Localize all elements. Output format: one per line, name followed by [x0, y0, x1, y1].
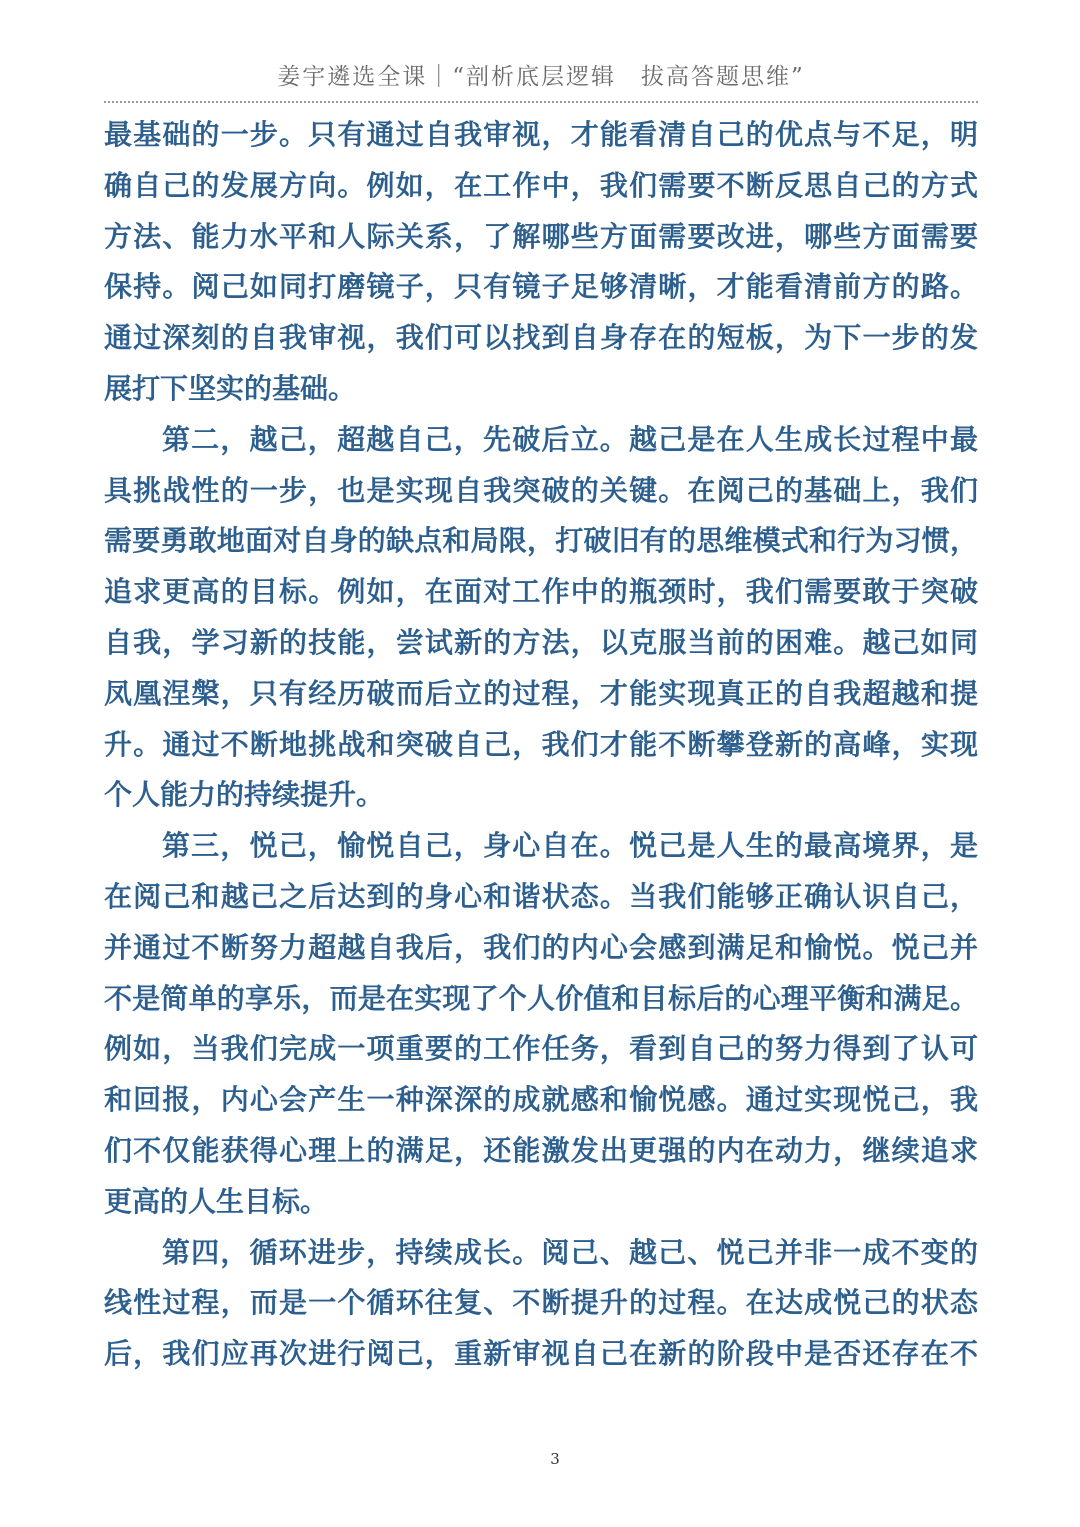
text-line: 展打下坚实的基础。 [104, 371, 357, 405]
text-line: 确自己的发展方向。例如，在工作中，我们需要不断反思自己的方式 [104, 168, 978, 202]
text-line: 具挑战性的一步，也是实现自我突破的关键。在阅己的基础上，我们 [104, 473, 978, 507]
paragraph-first-line: 第三，悦己，愉悦自己，身心自在。悦己是人生的最高境界，是 [162, 829, 978, 863]
text-line: 后，我们应再次进行阅己，重新审视自己在新的阶段中是否还存在不 [104, 1337, 978, 1371]
text-line: 升。通过不断地挑战和突破自己，我们才能不断攀登新的高峰，实现 [104, 727, 978, 761]
text-line: 并通过不断努力超越自我后，我们的内心会感到满足和愉悦。悦己并 [104, 930, 978, 964]
text-line: 通过深刻的自我审视，我们可以找到自身存在的短板，为下一步的发 [104, 321, 978, 355]
paragraph-first-line: 第二，越己，超越自己，先破后立。越己是在人生成长过程中最 [162, 422, 978, 456]
page-number: 3 [550, 1450, 560, 1468]
text-line: 追求更高的目标。例如，在面对工作中的瓶颈时，我们需要敢于突破 [104, 575, 978, 609]
text-line: 在阅己和越己之后达到的身心和谐状态。当我们能够正确认识自己， [104, 879, 978, 913]
text-line: 更高的人生目标。 [104, 1184, 329, 1218]
text-line: 线性过程，而是一个循环往复、不断提升的过程。在达成悦己的状态 [104, 1286, 978, 1320]
text-line: 保持。阅己如同打磨镜子，只有镜子足够清晰，才能看清前方的路。 [104, 270, 978, 304]
body-text [104, 110, 978, 1380]
header-divider [104, 101, 978, 103]
text-line: 最基础的一步。只有通过自我审视，才能看清自己的优点与不足，明 [104, 118, 978, 151]
text-line: 们不仅能获得心理上的满足，还能激发出更强的内在动力，继续追求 [104, 1133, 978, 1167]
text-line: 个人能力的持续提升。 [104, 778, 385, 812]
text-line: 和回报，内心会产生一种深深的成就感和愉悦感。通过实现悦己，我 [104, 1083, 978, 1117]
text-line: 方法、能力水平和人际关系，了解哪些方面需要改进，哪些方面需要 [104, 219, 978, 253]
text-line: 需要勇敢地面对自身的缺点和局限，打破旧有的思维模式和行为习惯， [104, 524, 978, 558]
paragraph-first-line: 第四，循环进步，持续成长。阅己、越己、悦己并非一成不变的 [162, 1235, 978, 1269]
page-header: 姜宇遴选全课｜“剖析底层逻辑 拔高答题思维” [277, 64, 805, 90]
text-line: 自我，学习新的技能，尝试新的方法，以克服当前的困难。越己如同 [104, 625, 978, 659]
text-line: 例如，当我们完成一项重要的工作任务，看到自己的努力得到了认可 [104, 1032, 978, 1066]
text-line: 不是简单的享乐，而是在实现了个人价值和目标后的心理平衡和满足。 [104, 981, 978, 1015]
text-line: 凤凰涅槃，只有经历破而后立的过程，才能实现真正的自我超越和提 [104, 676, 978, 710]
